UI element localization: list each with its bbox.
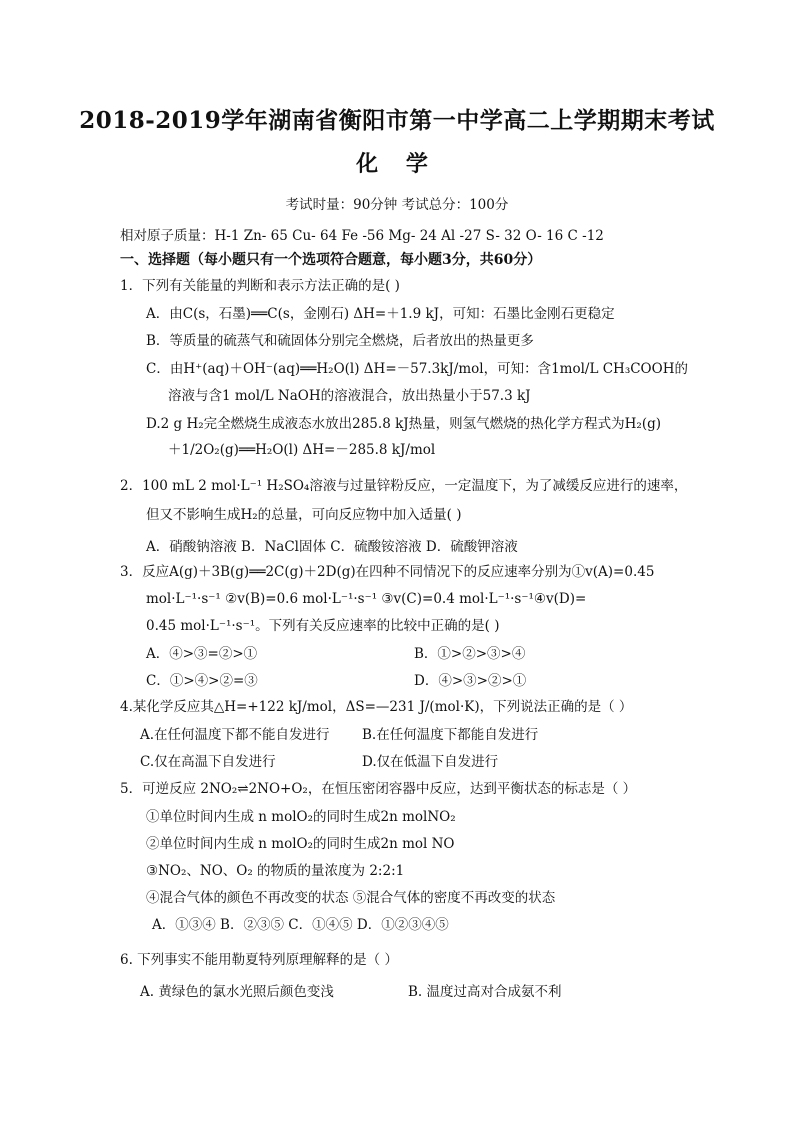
q1-option-d-line2: ＋1/2O₂(g)══H₂O(l) ΔH=－285.8 kJ/mol <box>168 442 436 458</box>
q6-stem: 6. 下列事实不能用勒夏特列原理解释的是（ ） <box>120 952 398 968</box>
q3-stem-line1: 3．反应A(g)＋3B(g)══2C(g)＋2D(g)在四种不同情况下的反应速率分别为①v(A)=0.45 <box>120 564 655 580</box>
q4-option-c: C.仅在高温下自发进行 <box>140 754 276 770</box>
q6-option-a: A. 黄绿色的氯水光照后颜色变浅 <box>140 984 334 1000</box>
q2-stem-line1: 2．100 mL 2 mol·L⁻¹ H₂SO₄溶液与过量锌粉反应，一定温度下，为了减缓反应进行的速率， <box>120 478 688 494</box>
exam-info: 考试时量：90分钟 考试总分：100分 <box>285 197 509 213</box>
section-heading: 一、选择题（每小题只有一个选项符合题意，每小题3分，共60分） <box>120 252 542 268</box>
q3-option-b: B．①>②>③>④ <box>414 646 526 662</box>
q4-option-b: B.在任何温度下都能自发进行 <box>362 727 539 743</box>
q4-stem: 4.某化学反应其△H=+122 kJ/mol，ΔS=—231 J/(mol·K)，下列说法正确的是（ ） <box>120 699 633 715</box>
subject-title: 化 学 <box>356 151 438 177</box>
page-title: 2018-2019学年湖南省衡阳市第一中学高二上学期期末考试 <box>79 107 715 134</box>
q1-option-a: A．由C(s，石墨)══C(s，金刚石) ΔH=＋1.9 kJ，可知：石墨比金刚石更稳定 <box>146 306 615 322</box>
q5-statement-2: ②单位时间内生成 n molO₂的同时生成2n mol NO <box>146 836 455 852</box>
q1-option-c-line1: C．由H⁺(aq)＋OH⁻(aq)══H₂O(l) ΔH=－57.3kJ/mol，可知：含1mol/L CH₃COOH的 <box>146 361 688 377</box>
q2-stem-line2: 但又不影响生成H₂的总量，可向反应物中加入适量( ) <box>146 507 462 523</box>
q3-stem-line2: mol·L⁻¹·s⁻¹ ②v(B)=0.6 mol·L⁻¹·s⁻¹ ③v(C)=0.4 mol·L⁻¹·s⁻¹④v(D)= <box>146 591 587 607</box>
q5-statement-4-5: ④混合气体的颜色不再改变的状态 ⑤混合气体的密度不再改变的状态 <box>146 890 556 906</box>
q3-option-d: D．④>③>②>① <box>414 673 527 689</box>
q5-stem: 5．可逆反应 2NO₂⇌2NO+O₂，在恒压密闭容器中反应，达到平衡状态的标志是（ ） <box>120 781 637 797</box>
q5-statement-3: ③NO₂、NO、O₂ 的物质的量浓度为 2:2:1 <box>146 863 405 879</box>
atomic-masses: 相对原子质量：H-1 Zn- 65 Cu- 64 Fe -56 Mg- 24 Al -27 S- 32 O- 16 C -12 <box>120 228 604 244</box>
q4-option-a: A.在任何温度下都不能自发进行 <box>140 727 330 743</box>
q1-option-b: B．等质量的硫蒸气和硫固体分别完全燃烧，后者放出的热量更多 <box>146 333 534 349</box>
q3-option-c: C．①>④>②=③ <box>146 673 258 689</box>
q5-statement-1: ①单位时间内生成 n molO₂的同时生成2n molNO₂ <box>146 809 456 825</box>
q1-option-c-line2: 溶液与含1 mol/L NaOH的溶液混合，放出热量小于57.3 kJ <box>168 388 531 404</box>
q2-options: A．硝酸钠溶液 B．NaCl固体 C．硫酸铵溶液 D．硫酸钾溶液 <box>146 539 518 555</box>
q1-option-d-line1: D.2 g H₂完全燃烧生成液态水放出285.8 kJ热量，则氢气燃烧的热化学方程式为H₂(g) <box>146 416 662 432</box>
q3-stem-line3: 0.45 mol·L⁻¹·s⁻¹。下列有关反应速率的比较中正确的是( ) <box>146 618 500 634</box>
q6-option-b: B. 温度过高对合成氨不利 <box>408 984 562 1000</box>
q1-stem: 1．下列有关能量的判断和表示方法正确的是( ) <box>120 278 400 294</box>
q5-options: A．①③④ B．②③⑤ C．①④⑤ D．①②③④⑤ <box>152 917 449 933</box>
q3-option-a: A．④>③=②>① <box>146 646 258 662</box>
q4-option-d: D.仅在低温下自发进行 <box>362 754 499 770</box>
